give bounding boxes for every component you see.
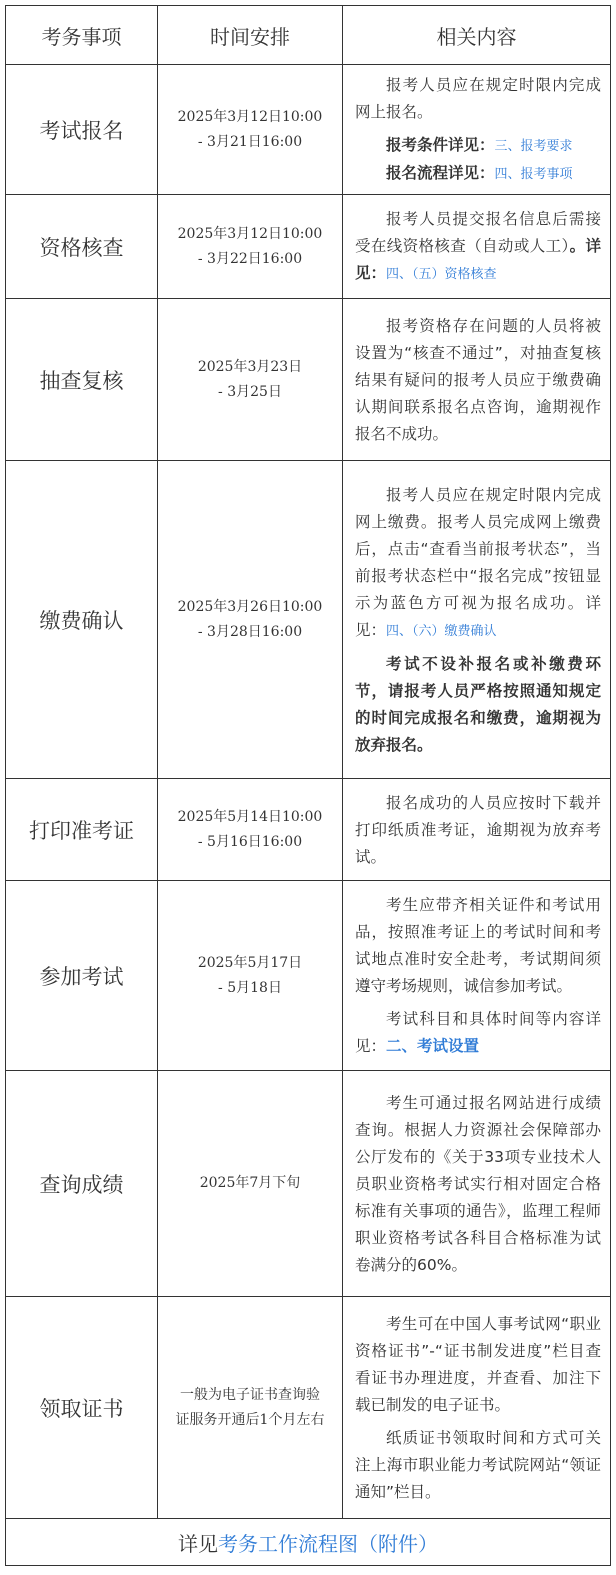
- row-item: 参加考试: [6, 881, 158, 1071]
- time-line: - 3月28日16:00: [197, 623, 303, 640]
- row-time: [158, 461, 343, 779]
- time-line: - 5月18日: [218, 979, 282, 996]
- time-line: - 3月22日16:00: [197, 250, 303, 267]
- exam-setup-link[interactable]: 二、考试设置: [386, 1037, 480, 1055]
- condition-link[interactable]: 三、报考要求: [494, 139, 573, 154]
- time-line: - 5月16日16:00: [197, 833, 303, 850]
- content-paragraph: 报名成功的人员应按时下载并打印纸质准考证，逾期视为放弃考试。: [355, 793, 601, 866]
- time-line: 2025年3月23日: [197, 358, 303, 375]
- row-item: 缴费确认: [6, 461, 158, 779]
- row-content: [343, 461, 611, 779]
- content-paragraph: [355, 132, 601, 160]
- time-line: 2025年3月12日10:00: [177, 108, 323, 125]
- row-time: [158, 881, 343, 1071]
- row-content: [343, 65, 611, 195]
- row-time: [158, 65, 343, 195]
- row-time: [158, 1071, 343, 1297]
- row-item: 资格核查: [6, 195, 158, 299]
- content-paragraph: [355, 482, 601, 645]
- header-content: 相关内容: [343, 6, 611, 65]
- content-paragraph: [355, 1006, 601, 1060]
- time-line: 2025年5月14日10:00: [177, 808, 323, 825]
- footer-cell: [6, 1519, 611, 1566]
- table-row: [6, 1071, 611, 1297]
- row-content: [343, 779, 611, 881]
- header-time: 时间安排: [158, 6, 343, 65]
- row-content: [343, 1071, 611, 1297]
- time-line: 2025年5月17日: [197, 954, 303, 971]
- payment-link[interactable]: 四、（六）缴费确认: [386, 623, 497, 639]
- row-item: 领取证书: [6, 1297, 158, 1519]
- row-item: 抽查复核: [6, 299, 158, 461]
- time-line: 一般为电子证书查询验: [180, 1386, 320, 1403]
- row-content: [343, 195, 611, 299]
- content-text: 报考人员提交报名信息后需接受在线资格核查（自动或人工）: [355, 210, 601, 255]
- exam-schedule-table: [5, 5, 611, 1566]
- table-row: [6, 65, 611, 195]
- warning-paragraph: 考试不设补报名或补缴费环节，请报考人员严格按照通知规定的时间完成报名和缴费，逾期视为放弃报名。: [355, 654, 601, 754]
- table-row: [6, 1297, 611, 1519]
- row-content: [343, 1297, 611, 1519]
- content-paragraph: 报考人员应在规定时限内完成网上报名。: [355, 76, 601, 121]
- detail-label: 。详见：: [355, 237, 601, 282]
- table-row: [6, 195, 611, 299]
- row-time: [158, 299, 343, 461]
- row-time: [158, 1297, 343, 1519]
- content-text: 报考人员应在规定时限内完成网上缴费。报考人员完成网上缴费后，点击“查看当前报考状态”，当前报考状态栏中“报名完成”按钮显示为蓝色方可视为报名成功。详见：: [355, 485, 601, 639]
- flowchart-link[interactable]: 考务工作流程图（附件）: [218, 1531, 438, 1556]
- time-line: - 3月25日: [218, 383, 282, 400]
- row-time: [158, 779, 343, 881]
- content-paragraph: 考生应带齐相关证件和考试用品，按照准考证上的考试时间和考试地点准时安全赴考，考试期间须遵守考场规则，诚信参加考试。: [355, 896, 601, 995]
- footer-prefix: 详见: [178, 1531, 218, 1556]
- table-row: [6, 779, 611, 881]
- row-time: [158, 195, 343, 299]
- row-item: 考试报名: [6, 65, 158, 195]
- row-content: [343, 881, 611, 1071]
- time-line: 2025年3月26日10:00: [177, 598, 323, 615]
- condition-label: 报考条件详见：: [386, 136, 495, 154]
- row-item: 打印准考证: [6, 779, 158, 881]
- content-paragraph: 纸质证书领取时间和方式可关注上海市职业能力考试院网站“领证通知”栏目。: [355, 1428, 601, 1501]
- time-line: 证服务开通后1个月左右: [175, 1411, 325, 1428]
- table-row: [6, 881, 611, 1071]
- table-row: [6, 461, 611, 779]
- header-item: 考务事项: [6, 6, 158, 65]
- content-paragraph: [355, 206, 601, 288]
- table-row: [6, 299, 611, 461]
- content-paragraph: 考生可通过报名网站进行成绩查询。根据人力资源社会保障部办公厅发布的《关于33项专业技术人员职业资格考试实行相对固定合格标准有关事项的通告》，监理工程师职业资格考试各科目合格标准为试卷满分的60%。: [355, 1093, 601, 1274]
- row-content: [343, 299, 611, 461]
- table-header-row: [6, 6, 611, 65]
- content-paragraph: 报考资格存在问题的人员将被设置为“核查不通过”，对抽查复核结果有疑问的报考人员应于缴费确认期间联系报名点咨询，逾期视作报名不成功。: [355, 316, 601, 443]
- process-link[interactable]: 四、报考事项: [494, 167, 573, 182]
- time-line: 2025年3月12日10:00: [177, 225, 323, 242]
- content-text: 考试科目和具体时间等内容详见：: [355, 1010, 601, 1055]
- time-line: 2025年7月下旬: [199, 1175, 301, 1191]
- detail-link[interactable]: 四、（五）资格核查: [386, 267, 497, 282]
- time-line: - 3月21日16:00: [197, 133, 303, 150]
- content-paragraph: [355, 160, 601, 188]
- row-item: 查询成绩: [6, 1071, 158, 1297]
- table-footer-row: [6, 1519, 611, 1566]
- content-paragraph: 考生可在中国人事考试网“职业资格证书”-“证书制发进度”栏目查看证书办理进度，并查看、加注下载已制发的电子证书。: [355, 1314, 601, 1414]
- process-label: 报名流程详见：: [386, 164, 495, 182]
